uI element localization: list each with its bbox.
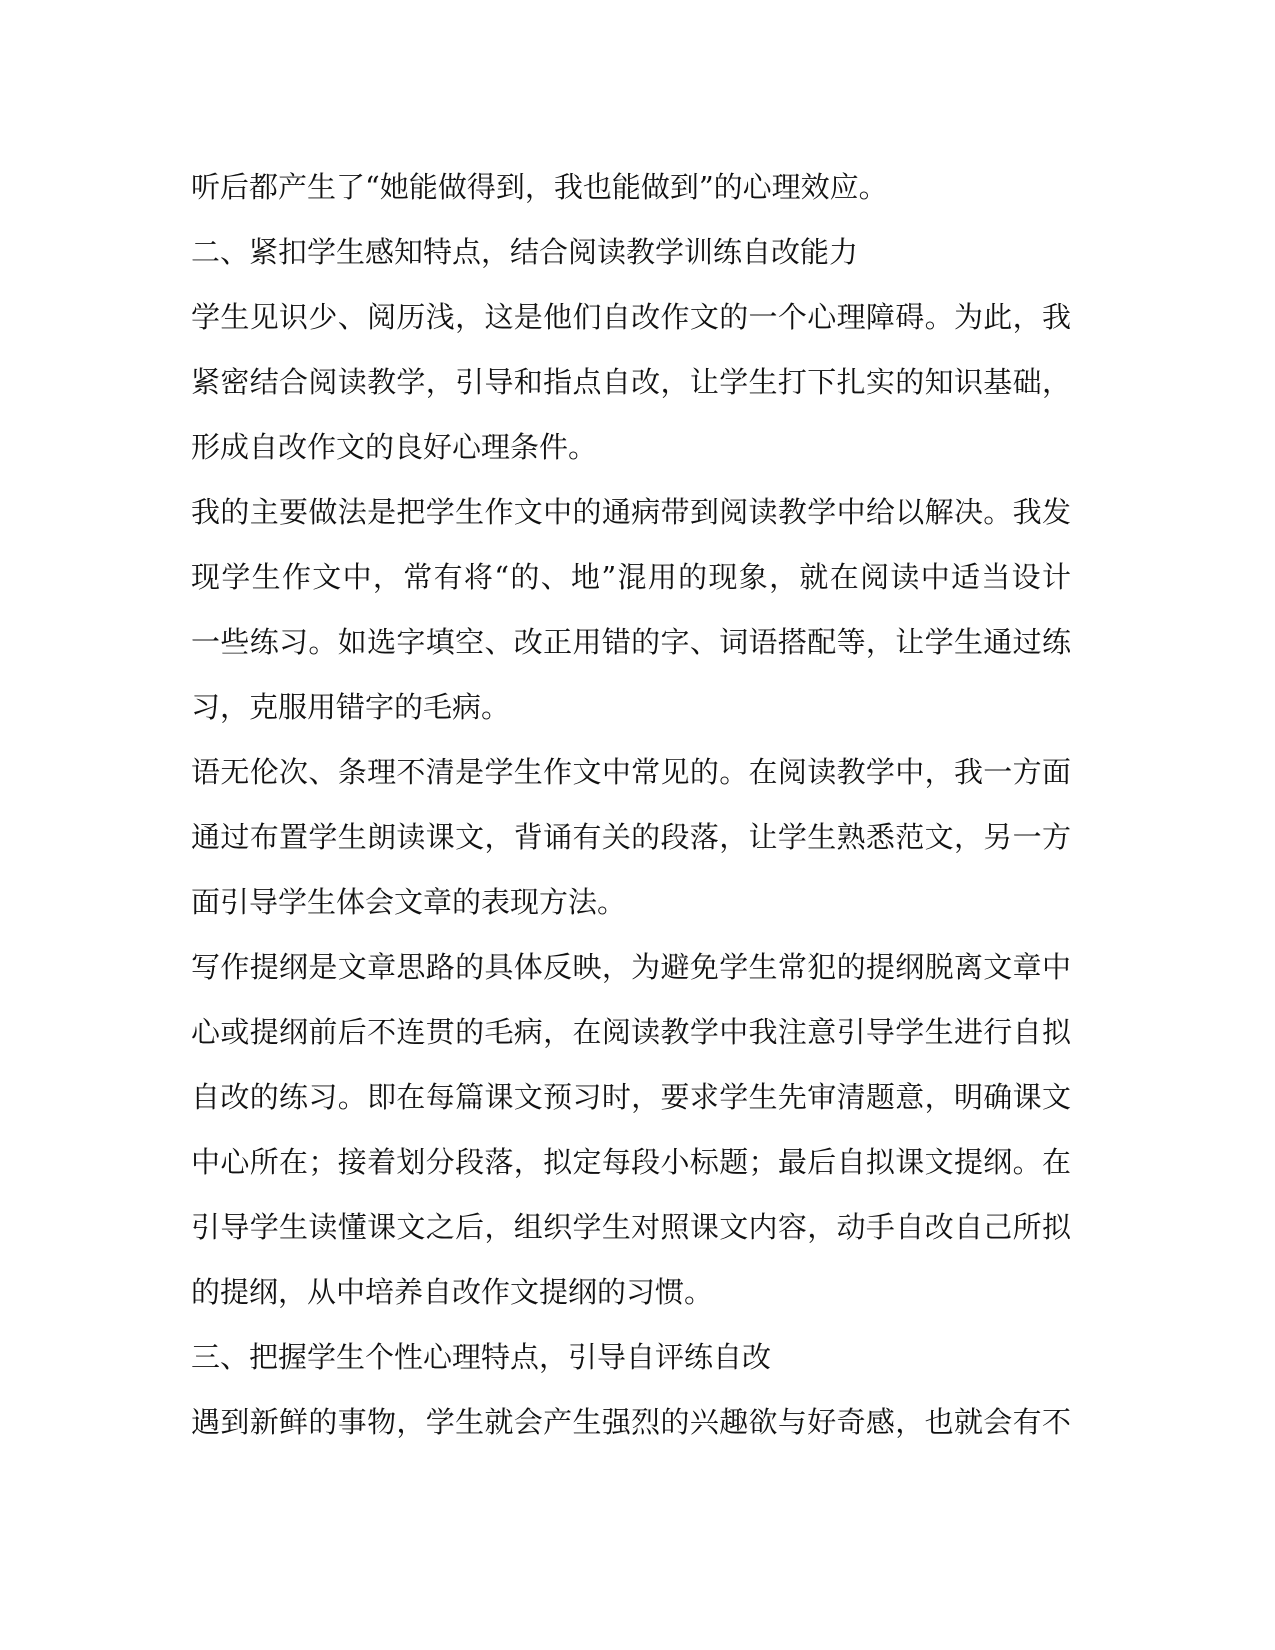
- text-line: 现学生作文中，常有将“的、地”混用的现象，就在阅读中适当设计: [191, 560, 1071, 594]
- text-line: 中心所在；接着划分段落，拟定每段小标题；最后自拟课文提纲。在: [191, 1145, 1071, 1179]
- text-line: 一些练习。如选字填空、改正用错的字、词语搭配等，让学生通过练: [191, 625, 1071, 659]
- text-line: 写作提纲是文章思路的具体反映，为避免学生常犯的提纲脱离文章中: [191, 950, 1071, 984]
- text-line: 紧密结合阅读教学，引导和指点自改，让学生打下扎实的知识基础，: [191, 365, 1071, 399]
- text-line: 我的主要做法是把学生作文中的通病带到阅读教学中给以解决。我发: [191, 495, 1071, 529]
- text-line: 习，克服用错字的毛病。: [191, 690, 511, 724]
- text-line: 形成自改作文的良好心理条件。: [191, 430, 598, 464]
- section-heading: 二、紧扣学生感知特点，结合阅读教学训练自改能力: [191, 235, 859, 269]
- text-line: 遇到新鲜的事物，学生就会产生强烈的兴趣欲与好奇感，也就会有不: [191, 1405, 1071, 1439]
- text-line: 自改的练习。即在每篇课文预习时，要求学生先审清题意，明确课文: [191, 1080, 1071, 1114]
- text-line: 通过布置学生朗读课文，背诵有关的段落，让学生熟悉范文，另一方: [191, 820, 1071, 854]
- section-heading: 三、把握学生个性心理特点，引导自评练自改: [191, 1340, 772, 1374]
- text-line: 听后都产生了“她能做得到，我也能做到”的心理效应。: [191, 170, 888, 204]
- text-line: 语无伦次、条理不清是学生作文中常见的。在阅读教学中，我一方面: [191, 755, 1071, 789]
- text-line: 引导学生读懂课文之后，组织学生对照课文内容，动手自改自己所拟: [191, 1210, 1071, 1244]
- text-line: 的提纲，从中培养自改作文提纲的习惯。: [191, 1275, 714, 1309]
- body-text: [191, 164, 1071, 1464]
- text-line: 面引导学生体会文章的表现方法。: [191, 885, 627, 919]
- text-line: 学生见识少、阅历浅，这是他们自改作文的一个心理障碍。为此，我: [191, 300, 1071, 334]
- text-line: 心或提纲前后不连贯的毛病，在阅读教学中我注意引导学生进行自拟: [191, 1015, 1071, 1049]
